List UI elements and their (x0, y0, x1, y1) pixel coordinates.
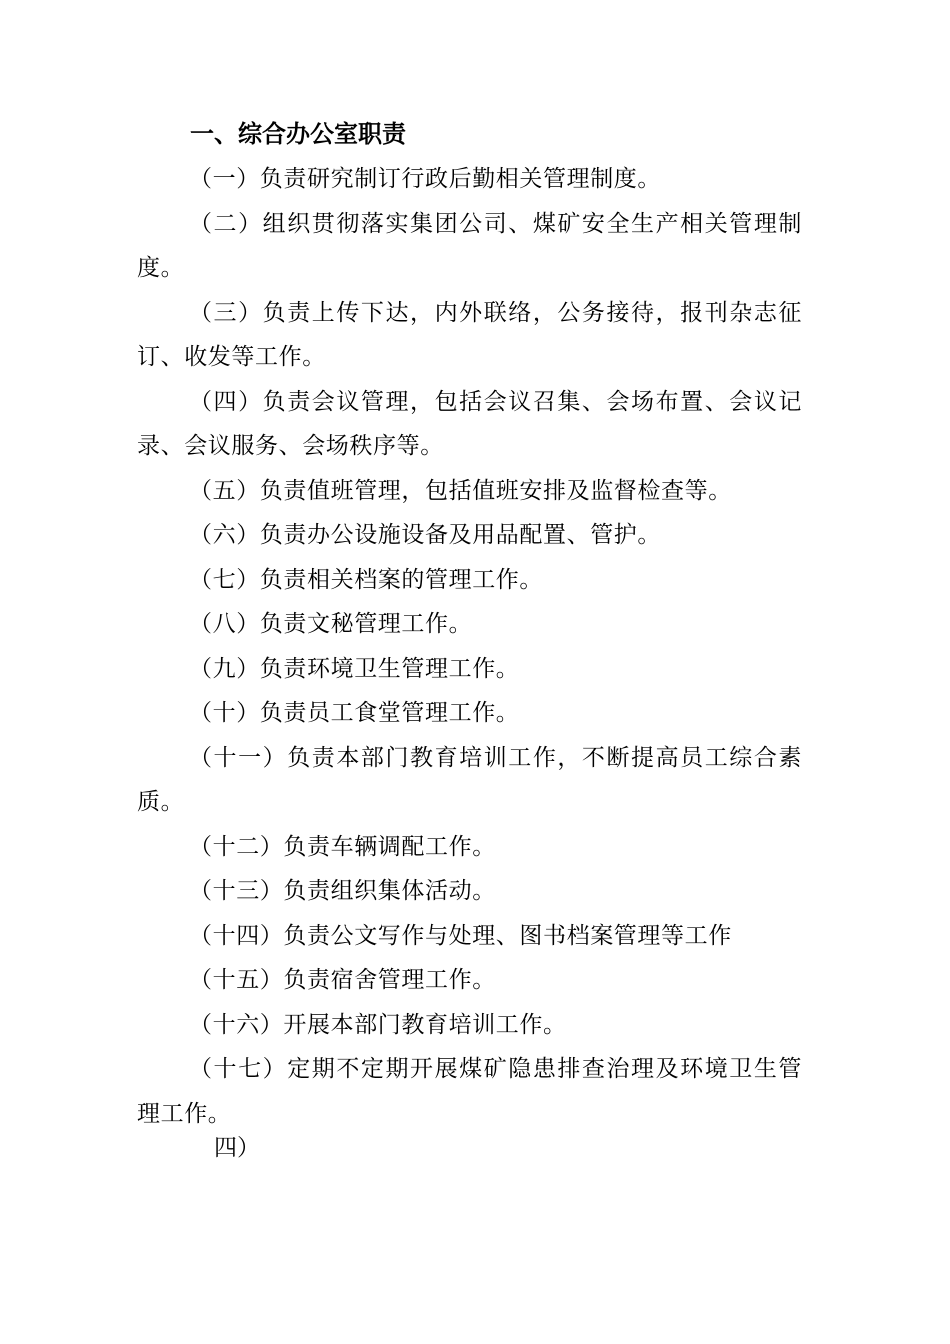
trailing-fragment: 四） (214, 1135, 260, 1161)
list-item: （一）负责研究制订行政后勤相关管理制度。 (189, 166, 661, 192)
duty-list (137, 157, 802, 1136)
list-item: （四）负责会议管理，包括会议召集、会场布置、会议记录、会议服务、会场秩序等。 (137, 388, 802, 459)
list-item: （六）负责办公设施设备及用品配置、管护。 (189, 522, 661, 548)
list-item: （十四）负责公文写作与处理、图书档案管理等工作 (189, 922, 732, 949)
list-item: （五）负责值班管理，包括值班安排及监督检查等。 (189, 477, 732, 504)
list-item: （十五）负责宿舍管理工作。 (189, 967, 496, 993)
list-item: （十七）定期不定期开展煤矿隐患排查治理及环境卫生管理工作。 (137, 1056, 802, 1127)
list-item: （七）负责相关档案的管理工作。 (189, 566, 543, 593)
list-item: （十二）负责车辆调配工作。 (189, 833, 496, 860)
list-item: （十）负责员工食堂管理工作。 (189, 700, 520, 726)
list-item: （八）负责文秘管理工作。 (189, 611, 473, 637)
list-item: （十一）负责本部门教育培训工作，不断提高员工综合素质。 (137, 744, 802, 815)
list-item: （九）负责环境卫生管理工作。 (189, 655, 520, 682)
list-item: （二）组织贯彻落实集团公司、煤矿安全生产相关管理制度。 (137, 210, 802, 281)
list-item: （三）负责上传下达，内外联络，公务接待，报刊杂志征订、收发等工作。 (137, 299, 802, 370)
list-item: （十六）开展本部门教育培训工作。 (189, 1011, 567, 1038)
section-heading: 一、综合办公室职责 (190, 120, 406, 148)
list-item: （十三）负责组织集体活动。 (189, 878, 496, 904)
